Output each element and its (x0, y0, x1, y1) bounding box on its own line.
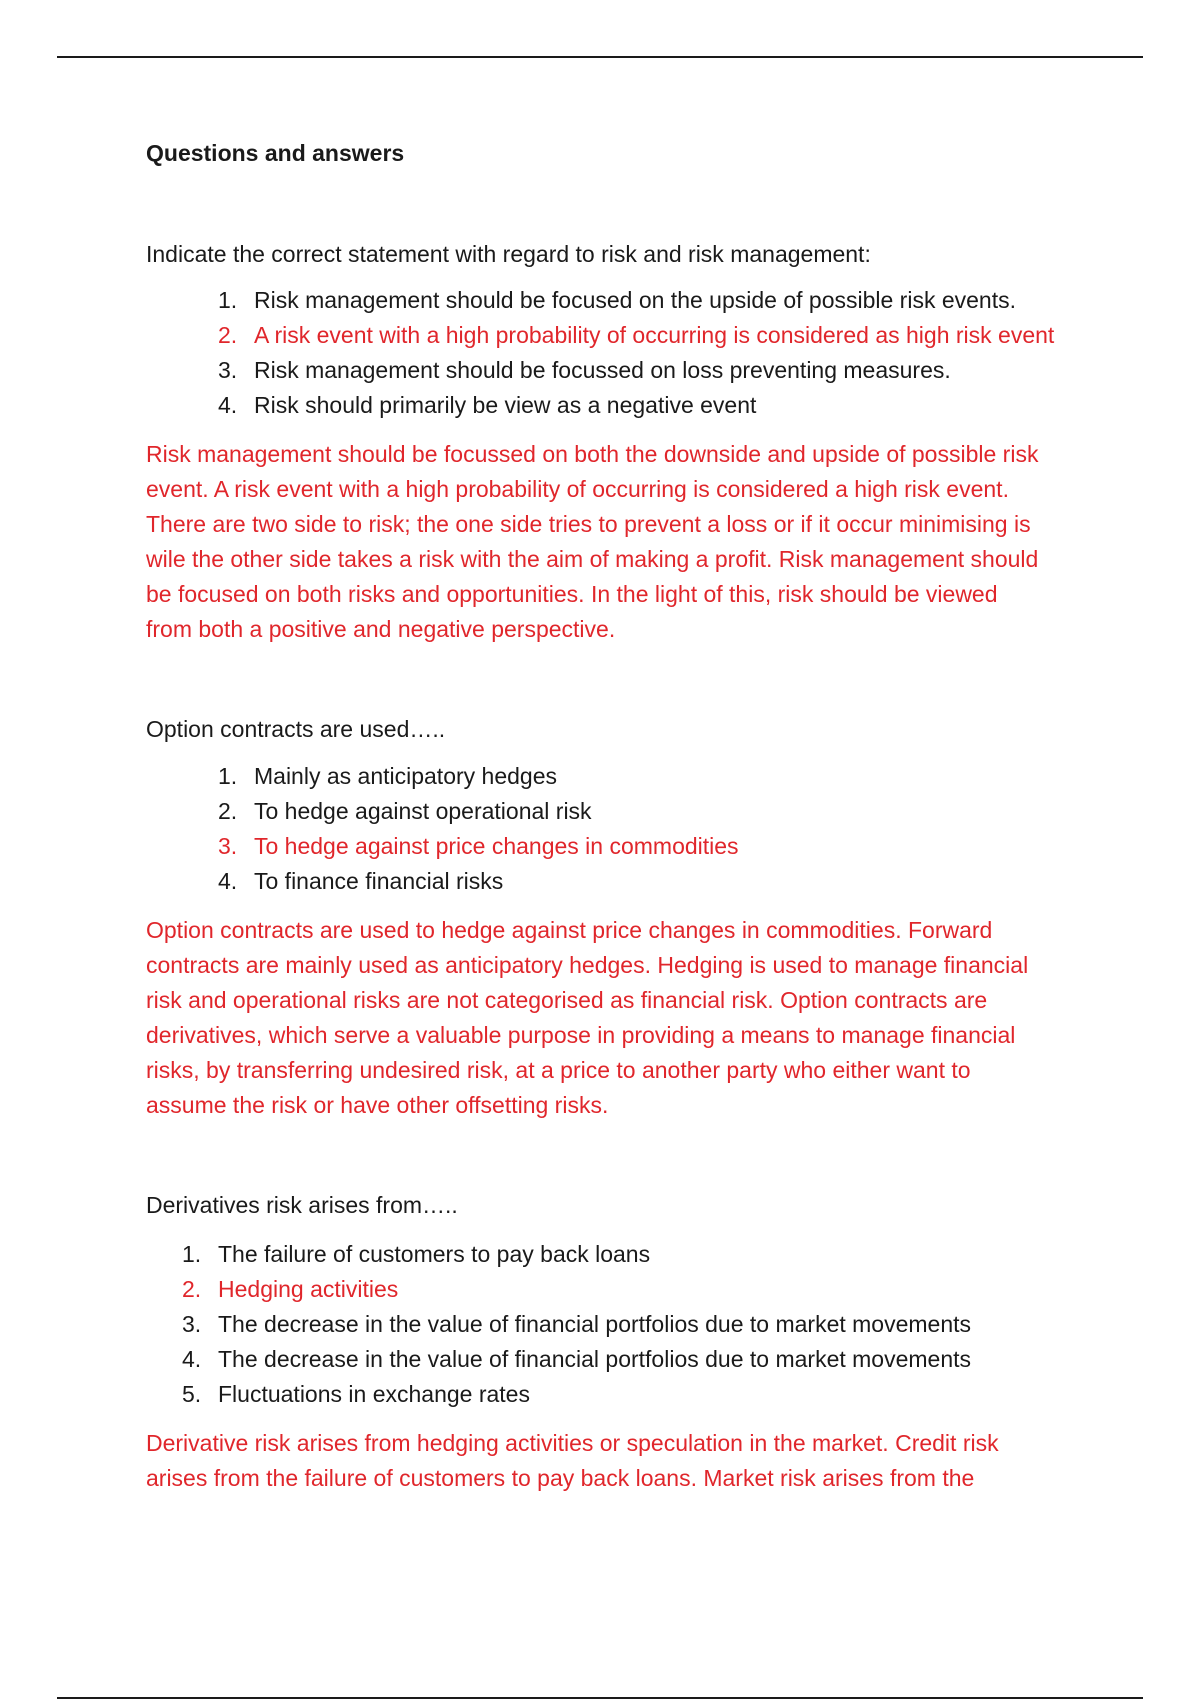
option-item: 5. Fluctuations in exchange rates (182, 1381, 530, 1408)
option-item: 4. Risk should primarily be view as a negative event (218, 392, 757, 419)
answer-explanation: Derivative risk arises from hedging activities or speculation in the market. Credit risk arises from the failure of customers to pay back loans. Market risk arises from the (146, 1430, 999, 1492)
option-list (182, 1237, 1078, 1412)
question-block-1 (146, 240, 1076, 648)
option-item: 1. Mainly as anticipatory hedges (218, 763, 557, 790)
option-list (218, 283, 1064, 423)
option-item: 1. The failure of customers to pay back loans (182, 1241, 651, 1268)
top-rule (57, 56, 1143, 58)
option-item: 2. To hedge against operational risk (218, 798, 592, 825)
option-item: 4. The decrease in the value of financial portfolios due to market movements (182, 1346, 972, 1373)
question-text: Indicate the correct statement with regard to risk and risk management: (146, 240, 871, 267)
option-item-correct: 2. Hedging activities (182, 1276, 399, 1303)
question-text: Option contracts are used….. (146, 716, 446, 743)
question-block-2 (146, 715, 1076, 1123)
option-item: 3. The decrease in the value of financial portfolios due to market movements (182, 1311, 972, 1338)
answer-explanation: Option contracts are used to hedge against price changes in commodities. Forward contracts are mainly used as anticipatory hedges. Hedging is used to manage financial risk and operational risks are not categorised as financial risk. Option contracts are derivatives, which serve a valuable purpose in providing a means to manage financial risks, by transferring undesired risk, at a price to another party who either want to assume the risk or have other offsetting risks. (146, 917, 1029, 1119)
option-item: 1. Risk management should be focused on the upside of possible risk events. (218, 287, 1016, 314)
bottom-rule (57, 1697, 1143, 1699)
option-item-correct: 3. To hedge against price changes in commodities (218, 833, 739, 860)
page-title: Questions and answers (146, 140, 405, 166)
option-item: 4. To finance financial risks (218, 868, 504, 895)
option-item: 3. Risk management should be focussed on loss preventing measures. (218, 357, 951, 384)
document-content (146, 140, 1076, 1496)
option-item-correct: 2. A risk event with a high probability of occurring is considered as high risk event (218, 322, 1055, 349)
question-text: Derivatives risk arises from….. (146, 1192, 458, 1219)
option-list (218, 759, 1064, 899)
question-block-3 (146, 1191, 1076, 1496)
answer-explanation: Risk management should be focussed on both the downside and upside of possible risk event. A risk event with a high probability of occurring is considered a high risk event. There are two side to risk; the one side tries to prevent a loss or if it occur minimising is wile the other side takes a risk with the aim of making a profit. Risk management should be focused on both risks and opportunities. In the light of this, risk should be viewed from both a positive and negative perspective. (146, 441, 1039, 643)
